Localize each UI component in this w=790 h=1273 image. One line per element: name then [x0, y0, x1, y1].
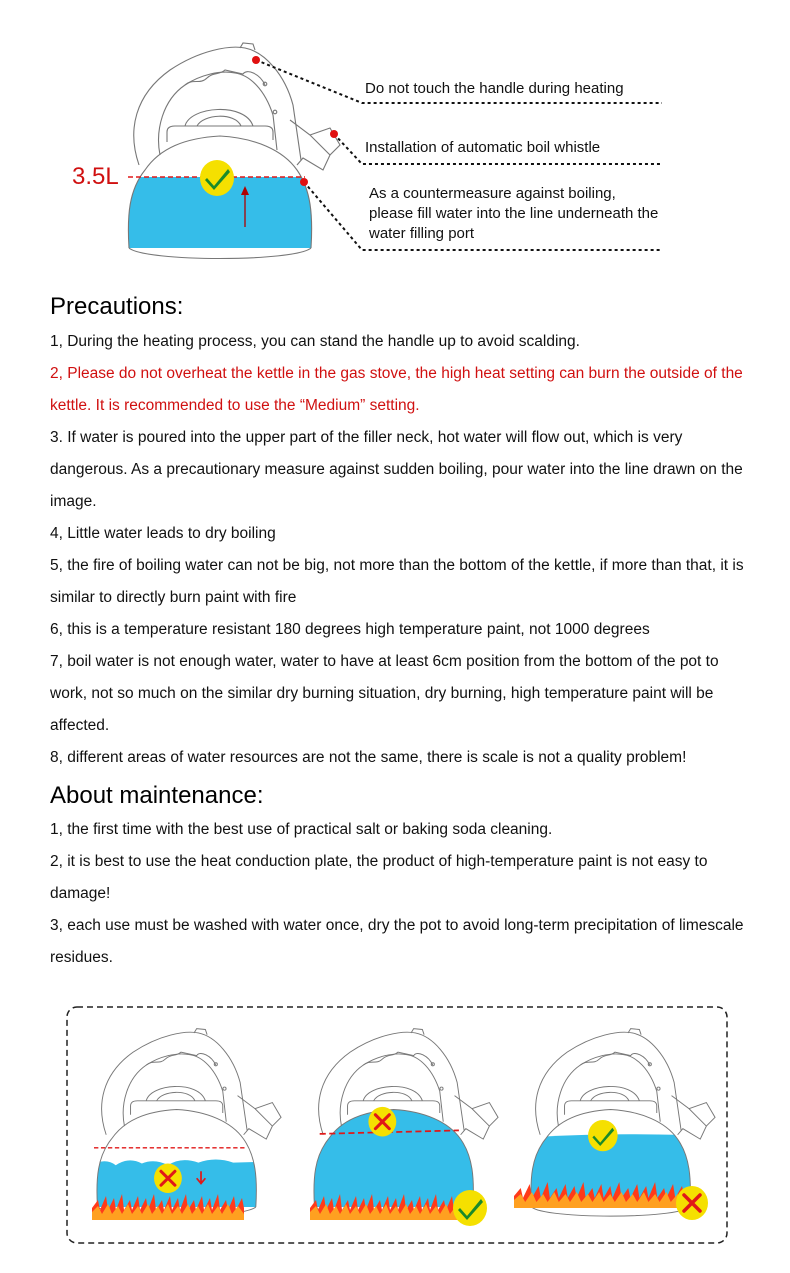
kettle-diagram	[125, 43, 340, 267]
precaution-item: 1, During the heating process, you can stand the handle up to avoid scalding.	[50, 333, 580, 350]
capacity-label: 3.5L	[72, 163, 119, 190]
precautions-heading: Precautions:	[50, 293, 184, 320]
precaution-item: 6, this is a temperature resistant 180 degrees high temperature paint, not 1000 degrees	[50, 621, 650, 638]
maintenance-heading: About maintenance:	[50, 782, 264, 809]
precautions-list	[50, 326, 746, 774]
precaution-item-warning: 2, Please do not overheat the kettle in the gas stove, the high heat setting can burn the outside of the kettle. It is recommended to use the “Medium” setting.	[50, 365, 743, 414]
callout-whistle: Installation of automatic boil whistle	[365, 139, 601, 156]
maintenance-item: 2, it is best to use the heat conduction plate, the product of high-temperature paint is not easy to damage!	[50, 853, 708, 902]
maintenance-item: 1, the first time with the best use of practical salt or baking soda cleaning.	[50, 821, 553, 838]
callout-handle: Do not touch the handle during heating	[365, 80, 624, 97]
precaution-item: 5, the fire of boiling water can not be big, not more than the bottom of the kettle, if more than that, it is similar to directly burn paint with fire	[50, 557, 744, 606]
callout-fill-line: As a countermeasure against boiling, please fill water into the line underneath the water filling port	[369, 185, 659, 242]
precaution-item: 4, Little water leads to dry boiling	[50, 525, 276, 542]
maintenance-item: 3, each use must be washed with water once, dry the pot to avoid long-term precipitation of limescale residues.	[50, 917, 744, 966]
precaution-item: 7, boil water is not enough water, water to have at least 6cm position from the bottom of the pot to work, not so much on the similar dry burning situation, dry burning, high temperature paint will be affected.	[50, 653, 719, 734]
maintenance-list	[50, 814, 746, 974]
precaution-item: 3. If water is poured into the upper part of the filler neck, hot water will flow out, which is very dangerous. As a precautionary measure against sudden boiling, pour water into the line drawn on the image.	[50, 429, 743, 510]
precaution-item: 8, different areas of water resources are not the same, there is scale is not a quality problem!	[50, 749, 687, 766]
